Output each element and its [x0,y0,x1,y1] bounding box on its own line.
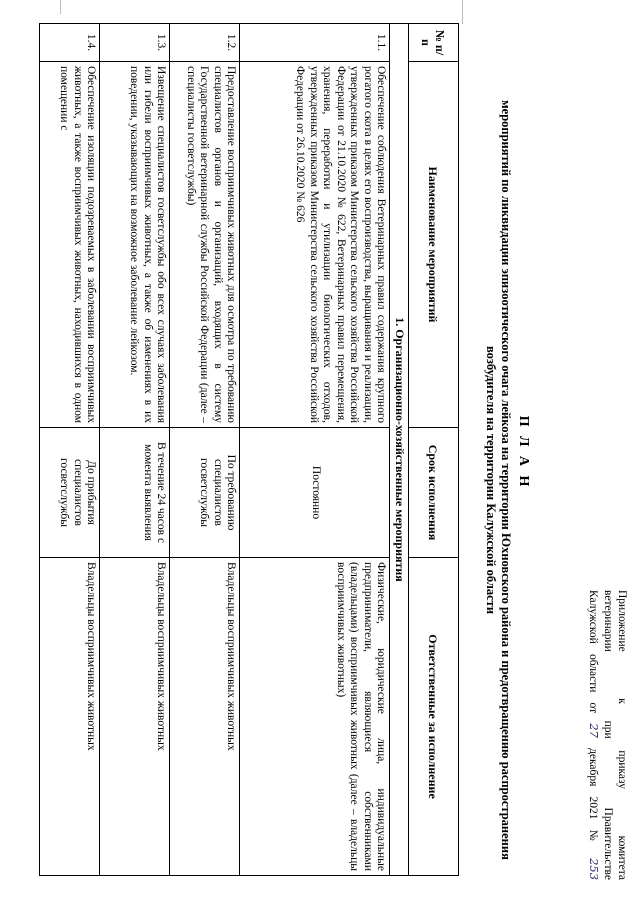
approval-date-mid: декабря 2021 № [587,748,599,848]
row-measure: Обеспечение изоляции подозреваемых в заболевании восприимчивых животных, а также восприимчивых животных, находившихся в одном помещении с [40,62,100,428]
header-num: № п/п [409,24,459,62]
table-header-row [409,24,459,876]
row-term: До прибытия специалистов госветслужбы [40,428,100,558]
header-term: Срок исполнения [409,428,459,558]
row-measure: Извещение специалистов госветслужбы обо всех случаях заболевания или гибели восприимчивых животных, а также об изменениях в их поведении, указывающих на возможное заболевание лейкозом. [100,62,170,428]
header-resp: Ответственные за исполнение [409,558,459,876]
row-responsible: Физические, юридические лица, индивидуальные предприниматели, являющиеся собственниками (владельцами) восприимчивых животных (далее – владельцы восприимчивых животных) [240,558,390,876]
row-number: 1.3. [100,24,170,62]
row-responsible: Владельцы восприимчивых животных [40,558,100,876]
approval-block [586,590,629,880]
handwritten-order-number: 253 [587,858,601,881]
handwritten-day: 27 [587,723,601,738]
approval-line-1: Приложение к приказу комитета [616,590,628,880]
approval-date-prefix: Калужской области от [587,590,599,714]
table-row [100,24,170,876]
row-measure: Предоставление восприимчивых животных для осмотра по требованию специалистов органов и организаций, входящих в систему Государственной ветеринарной службы Российской Федерации (далее – специалисты госветслужбы) [170,62,240,428]
document-subtitle: мероприятий по ликвидации эпизоотического очага лейкоза на территории Юхновского района и предотвращению распространения возбудителя на территории Калужской области [484,100,513,860]
approval-line-2: ветеринарии при Правительстве [602,590,614,880]
row-number: 1.2. [170,24,240,62]
row-term: В течение 24 часов с момента выявления [100,428,170,558]
row-measure: Обеспечение соблюдения Ветеринарных правил содержания крупного рогатого скота в целях его воспроизводства, выращивания и реализации, утвержденных приказом Министерства сельского хозяйства Российской Федерации от 21.10.2020 № 622, Ветеринарных правил перемещения, хранения, переработки и утилизации биологических отходов, утвержденных приказом Министерства сельского хозяйства Российской Федерации от 26.10.2020 № 626 [240,62,390,428]
table-row [40,24,100,876]
section-title: 1. Организационно-хозяйственные мероприятия [390,24,409,876]
row-number: 1.1. [240,24,390,62]
row-term: Постоянно [240,428,390,558]
row-responsible: Владельцы восприимчивых животных [100,558,170,876]
plan-table [40,23,460,876]
table-row [240,24,390,876]
table-row [170,24,240,876]
row-number: 1.4. [40,24,100,62]
row-responsible: Владельцы восприимчивых животных [170,558,240,876]
document-title: П Л А Н [516,415,531,490]
header-name: Наименование мероприятий [409,62,459,428]
approval-line-3 [586,590,601,880]
row-term: По требованию специалистов госветслужбы [170,428,240,558]
section-row [390,24,409,876]
